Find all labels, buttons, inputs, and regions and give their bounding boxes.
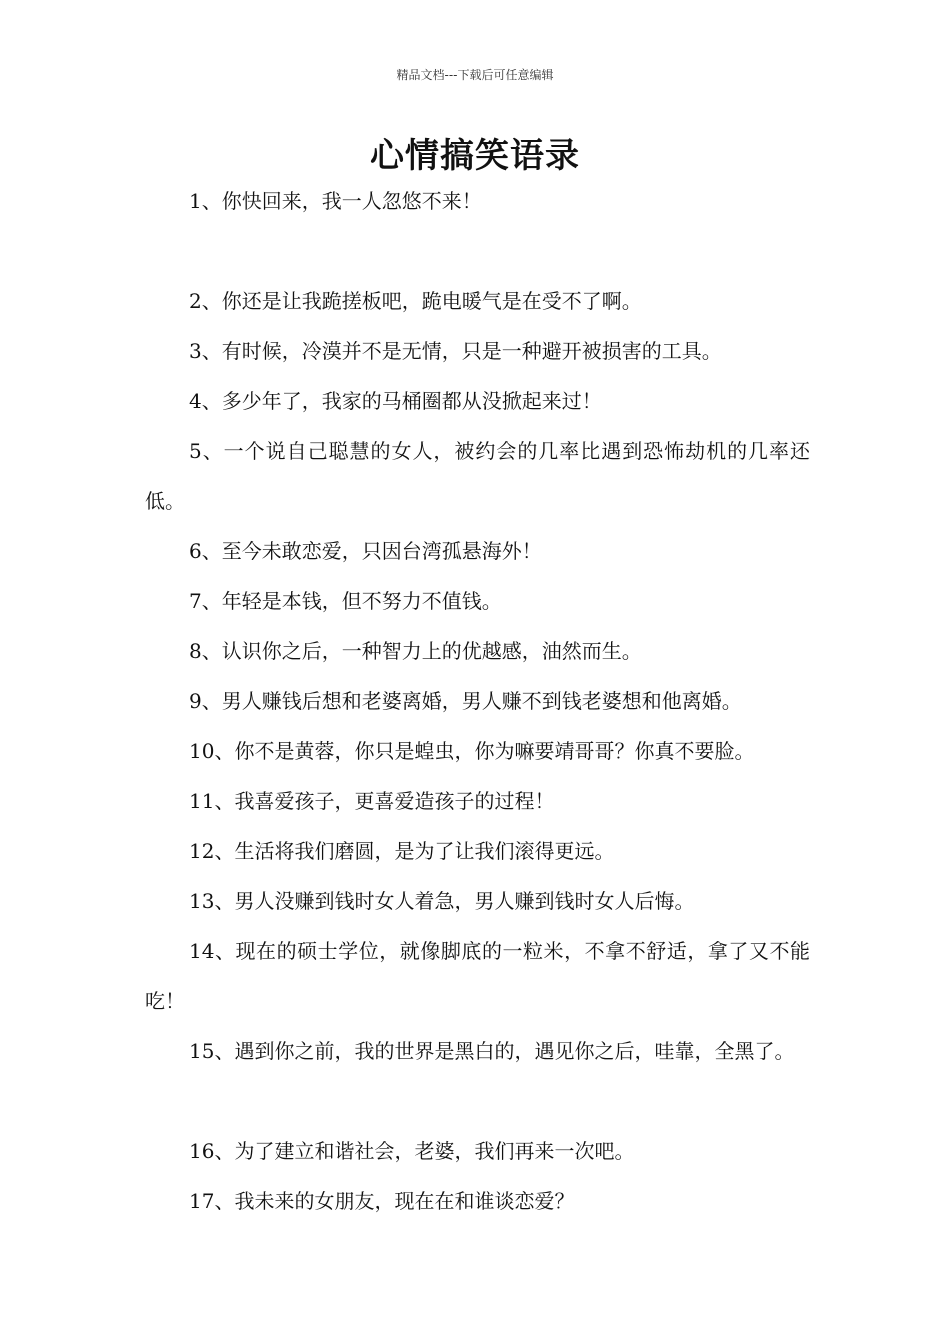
quote-item-1: 1、你快回来，我一人忽悠不来！ — [189, 189, 482, 213]
quote-item-10: 10、你不是黄蓉，你只是蝗虫，你为嘛要靖哥哥？你真不要脸。 — [189, 739, 755, 763]
page-header-note: 精品文档---下载后可任意编辑 — [396, 68, 554, 82]
quote-item-17: 17、我未来的女朋友，现在在和谁谈恋爱？ — [189, 1189, 575, 1213]
quote-item-13: 13、男人没赚到钱时女人着急，男人赚到钱时女人后悔。 — [189, 889, 695, 913]
quote-item-14: 14、现在的硕士学位，就像脚底的一粒米，不拿不舒适，拿了又不能吃！ — [145, 939, 810, 1013]
quote-item-16: 16、为了建立和谐社会，老婆，我们再来一次吧。 — [189, 1139, 635, 1163]
quote-item-11: 11、我喜爱孩子，更喜爱造孩子的过程！ — [189, 789, 555, 813]
quote-item-6: 6、至今未敢恋爱，只因台湾孤悬海外！ — [189, 539, 542, 563]
quote-item-5: 5、一个说自己聪慧的女人，被约会的几率比遇到恐怖劫机的几率还低。 — [145, 439, 810, 513]
quote-item-7: 7、年轻是本钱，但不努力不值钱。 — [189, 589, 502, 613]
quote-item-8: 8、认识你之后，一种智力上的优越感，油然而生。 — [189, 639, 642, 663]
quote-item-15: 15、遇到你之前，我的世界是黑白的，遇见你之后，哇靠，全黑了。 — [189, 1039, 795, 1063]
quote-item-4: 4、多少年了，我家的马桶圈都从没掀起来过！ — [189, 389, 602, 413]
quote-item-2: 2、你还是让我跪搓板吧，跪电暖气是在受不了啊。 — [189, 289, 642, 313]
document-title: 心情搞笑语录 — [370, 136, 580, 176]
quote-item-3: 3、有时候，冷漠并不是无情，只是一种避开被损害的工具。 — [189, 339, 722, 363]
quote-item-9: 9、男人赚钱后想和老婆离婚，男人赚不到钱老婆想和他离婚。 — [189, 689, 742, 713]
quote-item-12: 12、生活将我们磨圆，是为了让我们滚得更远。 — [189, 839, 615, 863]
